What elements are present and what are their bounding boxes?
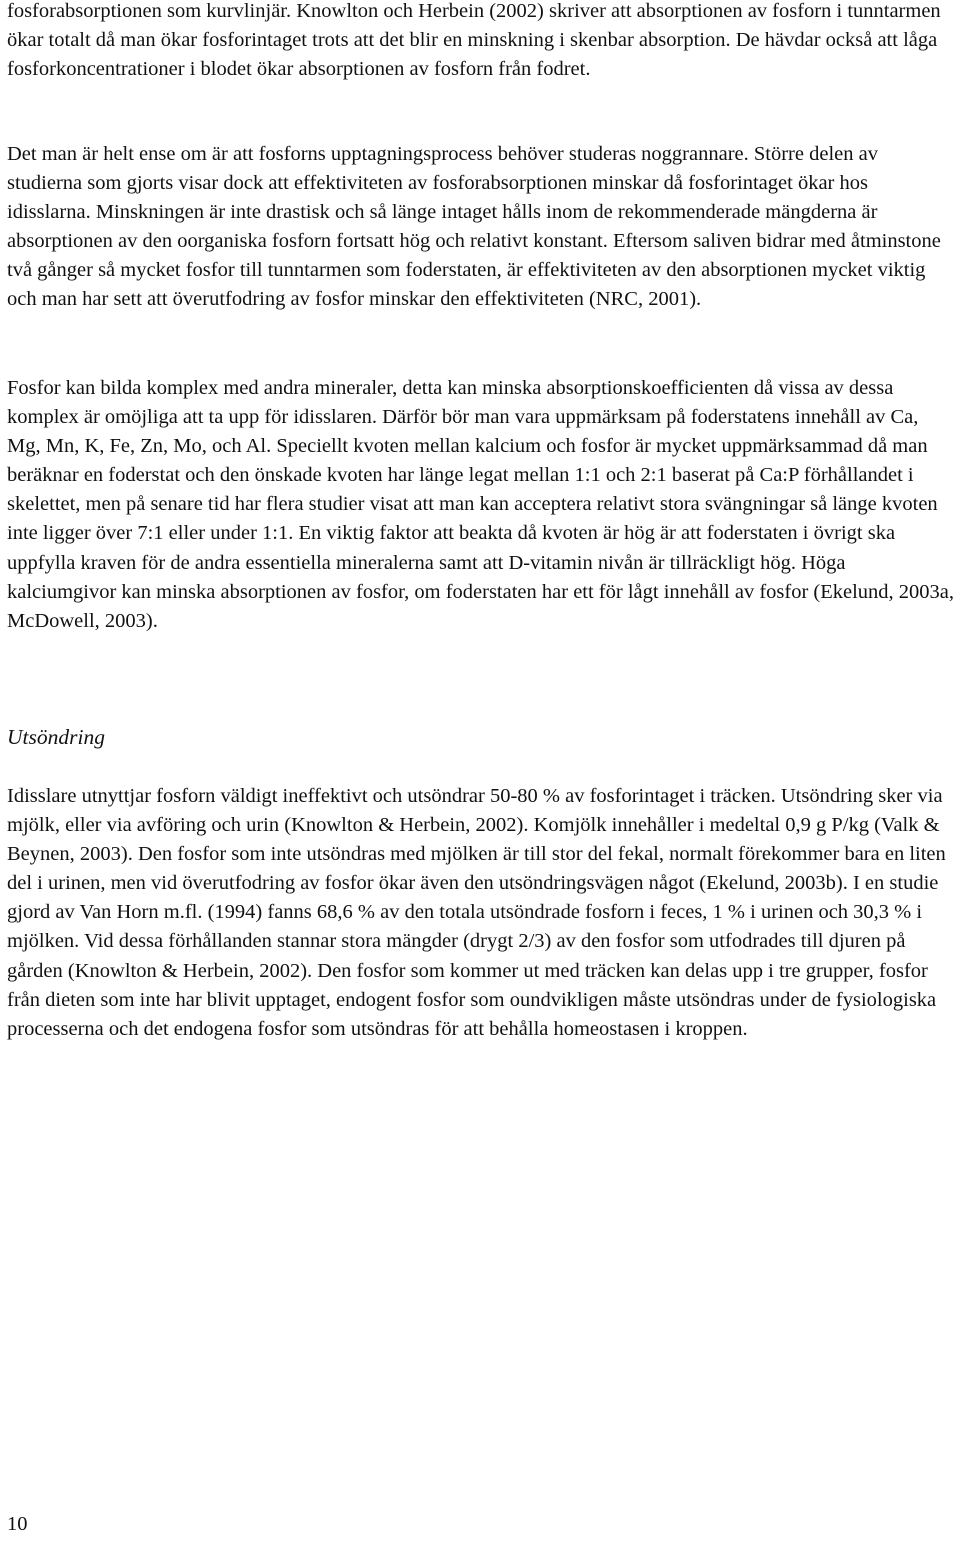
body-paragraph-1: fosforabsorptionen som kurvlinjär. Knowlton och Herbein (2002) skriver att absorptionen av fosforn i tunntarmen ökar totalt då man ökar fosforintaget trots att det blir en minskning i skenbar absorption. De hävdar också att låga fosforkoncentrationer i blodet ökar absorptionen av fosforn från fodret. [7, 0, 941, 81]
page-number: 10 [7, 1513, 28, 1535]
body-paragraph-2: Det man är helt ense om är att fosforns upptagningsprocess behöver studeras noggrannare. Större delen av studierna som gjorts visar dock att effektiviteten av fosforabsorptionen minskar då fosforintaget ökar hos idisslarna. Minskningen är inte drastisk och så länge intaget hålls inom de rekommenderade mängderna är absorptionen av den oorganiska fosforn fortsatt hög och relativt konstant. Eftersom saliven bidrar med åtminstone två gånger så mycket fosfor till tunntarmen som foderstaten, är effektiviteten av den absorptionen mycket viktig och man har sett att överutfodring av fosfor minskar den effektiviteten (NRC, 2001). [7, 143, 941, 311]
section-paragraph: Idisslare utnyttjar fosforn väldigt ineffektivt och utsöndrar 50-80 % av fosforintaget i träcken. Utsöndring sker via mjölk, eller via avföring och urin (Knowlton & Herbein, 2002). Komjölk innehåller i medeltal 0,9 g P/kg (Valk & Beynen, 2003). Den fosfor som inte utsöndras med mjölken är till stor del fekal, normalt förekommer bara en liten del i urinen, men vid överutfodring av fosfor ökar även den utsöndringsvägen något (Ekelund, 2003b). I en studie gjord av Van Horn m.fl. (1994) fanns 68,6 % av den totala utsöndrade fosforn i feces, 1 % i urinen och 30,3 % i mjölken. Vid dessa förhållanden stannar stora mängder (drygt 2/3) av den fosfor som utfodrades till djuren på gården (Knowlton & Herbein, 2002). Den fosfor som kommer ut med träcken kan delas upp i tre grupper, fosfor från dieten som inte har blivit upptaget, endogent fosfor som oundvikligen måste utsöndras under de fysiologiska processerna och det endogena fosfor som utsöndras för att behålla homeostasen i kroppen. [7, 785, 946, 1040]
section-heading: Utsöndring [7, 725, 105, 749]
body-paragraph-3: Fosfor kan bilda komplex med andra mineraler, detta kan minska absorptionskoefficienten då vissa av dessa komplex är omöjliga att ta upp för idisslaren. Därför bör man vara uppmärksam på foderstatens innehåll av Ca, Mg, Mn, K, Fe, Zn, Mo, och Al. Speciellt kvoten mellan kalcium och fosfor är mycket uppmärksammad då man beräknar en foderstat och den önskade kvoten har länge legat mellan 1:1 och 2:1 baserat på Ca:P förhållandet i skelettet, men på senare tid har flera studier visat att man kan acceptera relativt stora svängningar så länge kvoten inte ligger över 7:1 eller under 1:1. En viktig faktor att beakta då kvoten är hög är att foderstaten i övrigt ska uppfylla kraven för de andra essentiella mineralerna samt att D-vitamin nivån är tillräckligt hög. Höga kalciumgivor kan minska absorptionen av fosfor, om foderstaten har ett för lågt innehåll av fosfor (Ekelund, 2003a, McDowell, 2003). [7, 377, 955, 632]
